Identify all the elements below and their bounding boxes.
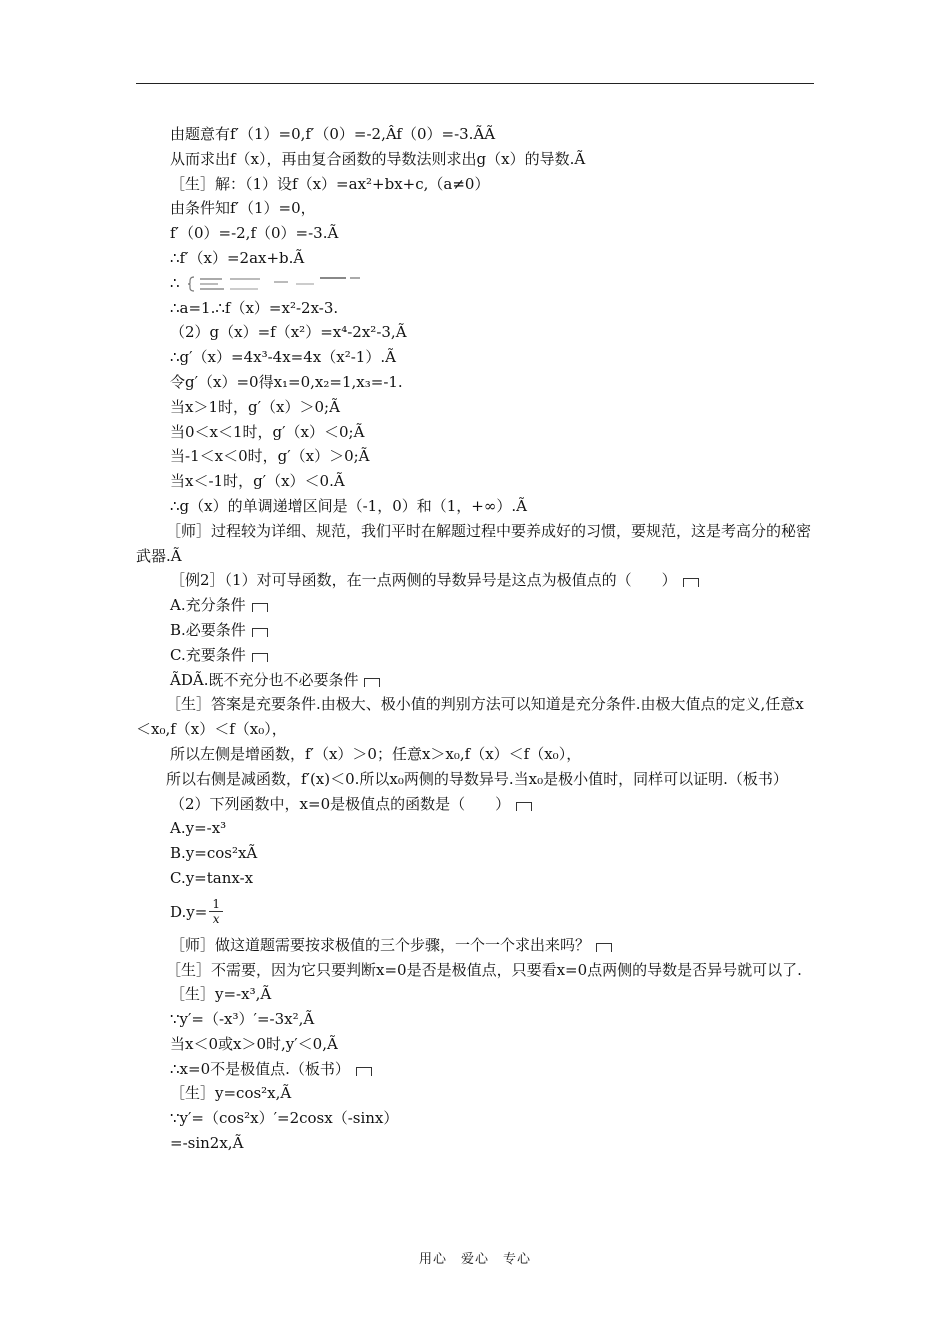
- text-line: ∴g′（x）=4x³-4x=4x（x²-1）.Ã: [170, 348, 396, 367]
- text-line: 从而求出f（x），再由复合函数的导数法则求出g（x）的导数.Ã: [170, 149, 586, 168]
- text-line: ∴a=1.∴f（x）=x²-2x-3.: [170, 298, 339, 317]
- text-line: ∴f′（x）=2ax+b.Ã: [170, 248, 305, 267]
- teacher-remark: ［师］过程较为详细、规范，我们平时在解题过程中要养成好的习惯，要规范，这是考高分的秘密武器.Ã: [136, 521, 812, 565]
- option-b: B.y=cos²xÃ: [170, 844, 258, 863]
- text-line: ［生］y=cos²x,Ã: [170, 1084, 292, 1103]
- example-question-2: （2）下列函数中，x=0是极值点的函数是（ ）: [136, 792, 816, 817]
- paragraph-mark: [516, 802, 532, 811]
- text-line: ∴x=0不是极值点.（板书）: [136, 1057, 816, 1082]
- option-c: C.充要条件: [136, 643, 816, 668]
- paragraph-mark: [252, 628, 268, 637]
- fraction: $\frac{1}{x}$: [209, 897, 223, 926]
- text-line: =-sin2x,Ã: [170, 1134, 244, 1153]
- text-line: ［生］解：（1）设f（x）=ax²+bx+c,（a≠0）: [170, 174, 490, 193]
- text-line: 所以左侧是增函数，f′（x）＞0；任意x＞x₀,f（x）＜f（x₀），: [170, 744, 582, 763]
- paragraph-mark: [596, 943, 612, 952]
- header-rule: [136, 83, 814, 84]
- paragraph-mark: [683, 578, 699, 587]
- student-answer-cont: 所以右侧是减函数，f′(x)＜0.所以x₀两侧的导数异号.当x₀是极小值时，同样可以证明.（板书）: [166, 769, 788, 788]
- equation-system-image: [184, 274, 374, 294]
- text-line: 当x＜-1时，g′（x）＜0.Ã: [170, 472, 345, 491]
- paragraph-mark: [364, 678, 380, 687]
- paragraph-mark: [356, 1067, 372, 1076]
- text-line: 当x＜0或x＞0时,y′＜0,Ã: [170, 1034, 338, 1053]
- text-line: （2）g（x）=f（x²）=x⁴-2x²-3,Ã: [170, 323, 407, 342]
- option-d: D.y= $\frac{1}{x}$: [136, 891, 816, 933]
- teacher-remark-2: ［师］做这道题需要按求极值的三个步骤，一个一个求出来吗？: [136, 933, 816, 958]
- option-d: ÃDÃ.既不充分也不必要条件: [136, 668, 816, 693]
- document-body: [136, 122, 816, 1156]
- equation-system-line: [136, 271, 816, 296]
- text-line: ［生］y=-x³,Ã: [170, 985, 272, 1004]
- example-question: ［例2］（1）对可导函数，在一点两侧的导数异号是这点为极值点的（ ）: [136, 568, 816, 593]
- text-line: 当x＞1时，g′（x）＞0;Ã: [170, 397, 340, 416]
- text-line: ∵y′=（-x³）′=-3x²,Ã: [170, 1010, 315, 1029]
- student-remark: ［生］不需要，因为它只要判断x=0是否是极值点，只要看x=0点两侧的导数是否异号就可以了.: [166, 960, 802, 979]
- page-footer: 用心 爱心 专心: [418, 1252, 531, 1267]
- option-c: C.y=tanx-x: [170, 868, 254, 887]
- text-line: 由条件知f′（1）=0，: [170, 199, 316, 218]
- text-line: f′（0）=-2,f（0）=-3.Ã: [170, 224, 339, 243]
- paragraph-mark: [252, 603, 268, 612]
- option-a: A.y=-x³: [170, 819, 227, 838]
- therefore-symbol: ∴: [170, 273, 180, 292]
- text-line: ∴g（x）的单调递增区间是（-1，0）和（1，+∞）.Ã: [170, 496, 527, 515]
- text-line: ∵y′=（cos²x）′=2cosx（-sinx）: [170, 1109, 399, 1128]
- paragraph-mark: [252, 653, 268, 662]
- text-line: 当0＜x＜1时，g′（x）＜0;Ã: [170, 422, 365, 441]
- text-line: 由题意有f′（1）=0,f′（0）=-2,Âf（0）=-3.ÃÃ: [170, 125, 496, 143]
- text-line: 令g′（x）=0得x₁=0,x₂=1,x₃=-1.: [170, 372, 403, 391]
- student-answer: ［生］答案是充要条件.由极大、极小值的判别方法可以知道是充分条件.由极大值点的定义,任意x＜x₀,f（x）＜f（x₀），: [136, 695, 804, 739]
- text-line: 当-1＜x＜0时，g′（x）＞0;Ã: [170, 447, 370, 466]
- option-b: B.必要条件: [136, 618, 816, 643]
- option-a: A.充分条件: [136, 593, 816, 618]
